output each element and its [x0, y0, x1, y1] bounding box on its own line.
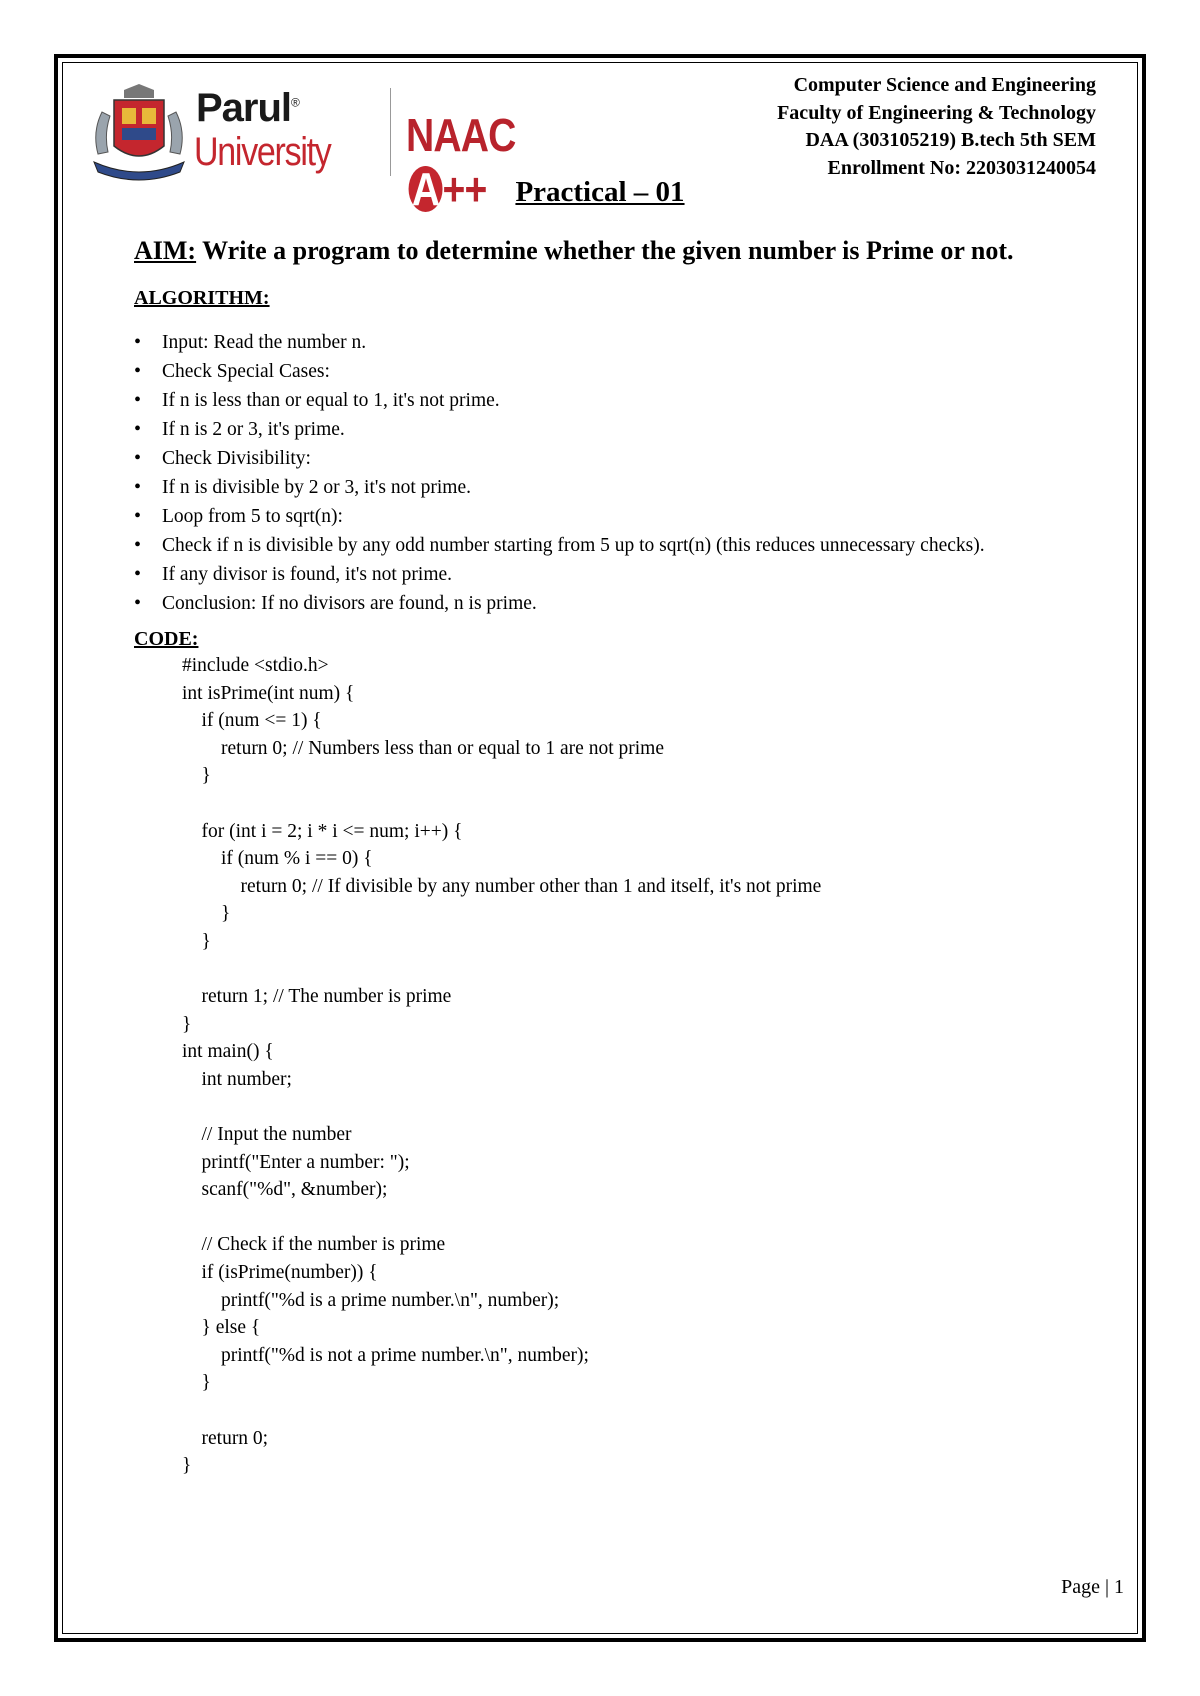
code-line: } [182, 1455, 192, 1477]
code-line: } [182, 930, 211, 952]
code-block [182, 652, 821, 1480]
university-logo [84, 82, 516, 215]
code-line: if (num <= 1) { [182, 710, 322, 732]
list-item: • If n is 2 or 3, it's prime. [134, 415, 985, 444]
code-line: } [182, 1372, 211, 1394]
code-line: #include <stdio.h> [182, 655, 329, 676]
code-line: } [182, 765, 211, 787]
algorithm-heading: ALGORITHM: [134, 287, 270, 309]
code-line: return 0; [182, 1427, 269, 1449]
list-item: • If n is divisible by 2 or 3, it's not prime. [134, 473, 985, 502]
naac-accreditation-badge: NAACA++ [406, 109, 516, 215]
code-line: printf("%d is not a prime number.\n", number); [182, 1344, 589, 1366]
code-line: if (num % i == 0) { [182, 848, 373, 870]
list-item: • Loop from 5 to sqrt(n): [134, 502, 985, 531]
code-line [182, 1204, 821, 1232]
course-info: DAA (303105219) B.tech 5th SEM [805, 129, 1096, 151]
aim-text: Write a program to determine whether the given number is Prime or not. [196, 236, 1014, 265]
code-line: } [182, 903, 231, 925]
code-line [182, 1397, 821, 1425]
enrollment-number: Enrollment No: 2203031240054 [827, 156, 1096, 179]
document-header-info [777, 72, 1096, 182]
code-line: int number; [182, 1068, 292, 1090]
logo-divider [390, 88, 391, 176]
list-item: • If any divisor is found, it's not prime. [134, 560, 985, 589]
list-item: • Conclusion: If no divisors are found, n is prime. [134, 589, 985, 618]
code-line: return 1; // The number is prime [182, 986, 452, 1008]
university-seal-icon [84, 82, 194, 182]
code-heading: CODE: [134, 628, 199, 650]
page-title: Practical – 01 [515, 176, 685, 208]
code-line: return 0; // If divisible by any number other than 1 and itself, it's not prime [182, 875, 822, 897]
list-item: • Check if n is divisible by any odd number starting from 5 up to sqrt(n) (this reduces unnecessary checks). [134, 531, 985, 560]
code-line: } [182, 1013, 192, 1035]
aim-statement [134, 236, 1014, 266]
aim-label: AIM: [134, 236, 197, 265]
code-line [182, 1094, 821, 1122]
code-line: scanf("%d", &number); [182, 1179, 388, 1201]
code-line [182, 790, 821, 818]
code-line: // Check if the number is prime [182, 1234, 446, 1256]
code-line: int main() { [182, 1041, 274, 1063]
brand-name: Parul® [196, 86, 299, 130]
code-line: for (int i = 2; i * i <= num; i++) { [182, 820, 463, 842]
list-item: • Check Special Cases: [134, 357, 985, 386]
algorithm-list [134, 328, 985, 618]
list-item: • Input: Read the number n. [134, 328, 985, 357]
code-line: } else { [182, 1317, 261, 1339]
code-line: int isPrime(int num) { [182, 682, 355, 704]
code-line: printf("%d is a prime number.\n", number); [182, 1289, 560, 1311]
code-line: // Input the number [182, 1124, 352, 1146]
code-line: return 0; // Numbers less than or equal to 1 are not prime [182, 737, 664, 759]
page-number: Page | 1 [1061, 1576, 1124, 1598]
code-line [182, 956, 821, 984]
department-name: Computer Science and Engineering [793, 74, 1096, 96]
code-line: if (isPrime(number)) { [182, 1262, 378, 1284]
faculty-name: Faculty of Engineering & Technology [777, 101, 1096, 124]
list-item: • Check Divisibility: [134, 444, 985, 473]
code-line: printf("Enter a number: "); [182, 1151, 410, 1173]
brand-subtitle: University [194, 130, 331, 174]
list-item: • If n is less than or equal to 1, it's not prime. [134, 386, 985, 415]
